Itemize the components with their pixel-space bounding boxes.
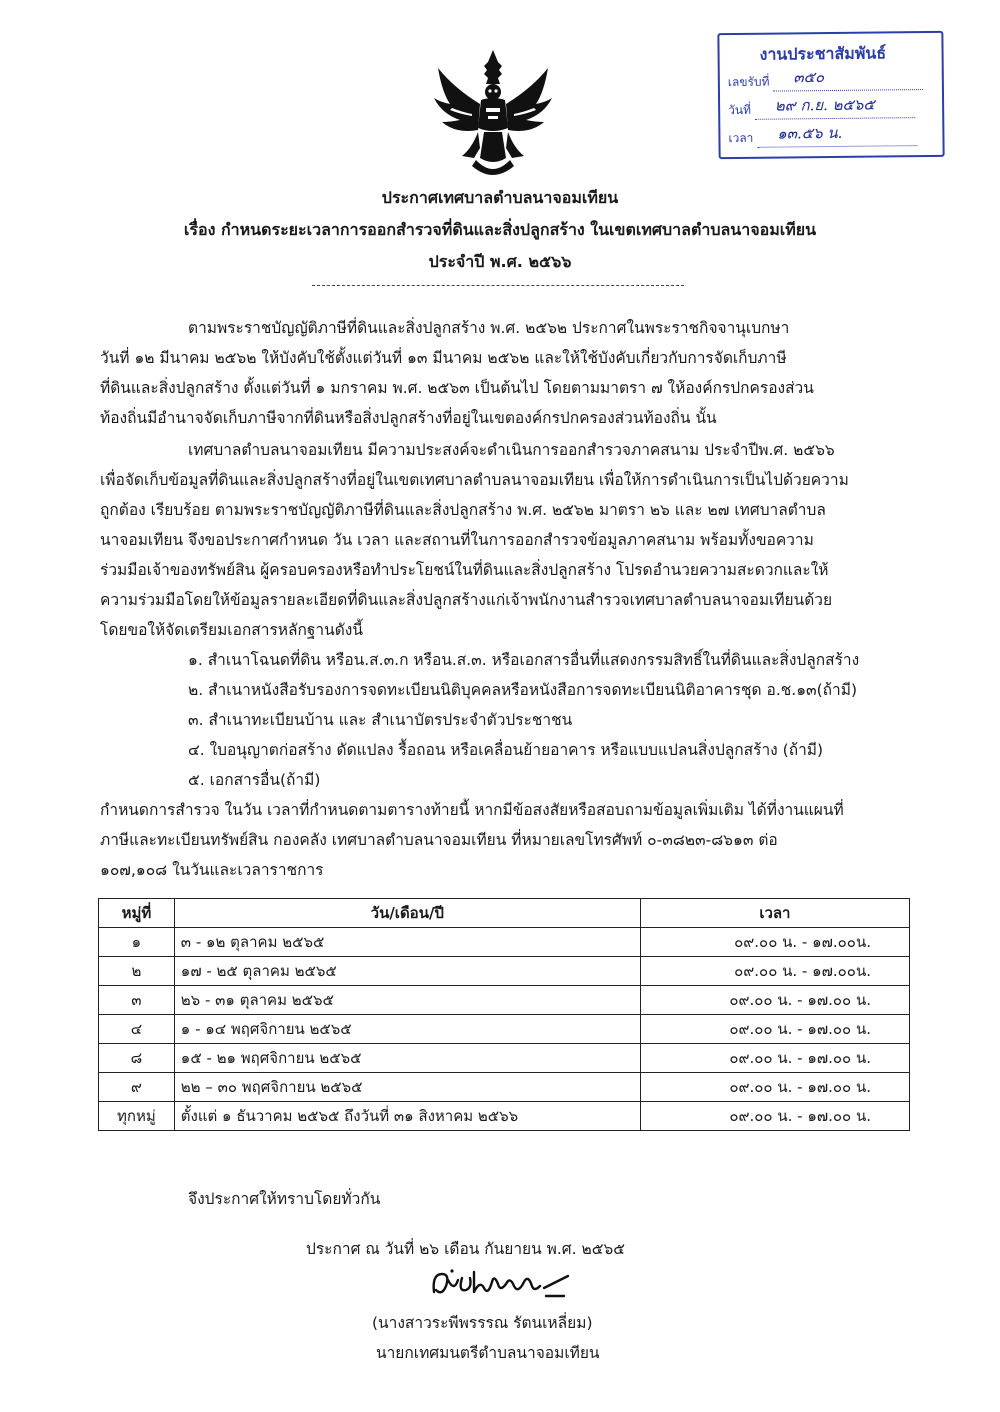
stamp-time-label: เวลา: [728, 130, 754, 146]
stamp-date-value: ๒๙ ก.ย. ๒๕๖๕: [774, 95, 875, 115]
stamp-receipt-value: ๓๕๐: [793, 68, 825, 87]
closing-date-line: ประกาศ ณ วันที่ ๒๖ เดือน กันยายน พ.ศ. ๒๕๖๕: [306, 1240, 625, 1258]
table-header-row: [99, 899, 910, 928]
p1-line: ที่ดินและสิ่งปลูกสร้าง ตั้งแต่วันที่ ๑ มกราคม พ.ศ. ๒๕๖๓ เป็นต้นไป โดยตามมาตรา ๗ ให้องค์กรปกครองส่วน: [100, 379, 814, 397]
handwritten-signature: [428, 1262, 578, 1302]
p2-line: นาจอมเทียน จึงขอประกาศกำหนด วัน เวลา และสถานที่ในการออกสำรวจข้อมูลภาคสนาม พร้อมทั้งขอความ: [100, 531, 814, 549]
cell-village: ๑: [99, 928, 175, 957]
col-header-village: หมู่ที่: [99, 899, 175, 928]
cell-date: ๒๒ – ๓๐ พฤศจิกายน ๒๕๖๕: [174, 1073, 640, 1102]
p2-line: ถูกต้อง เรียบร้อย ตามพระราชบัญญัติภาษีที่ดินและสิ่งปลูกสร้าง พ.ศ. ๒๕๖๒ มาตรา ๒๖ และ ๒๗ เทศบาลตำบล: [100, 501, 826, 519]
cell-village: ๒: [99, 957, 175, 986]
table-row: [99, 928, 910, 957]
p2-line: โดยขอให้จัดเตรียมเอกสารหลักฐานดังนี้: [100, 621, 363, 639]
col-header-time: เวลา: [640, 899, 909, 928]
p2-line: ร่วมมือเจ้าของทรัพย์สิน ผู้ครอบครองหรือทำประโยชน์ในที่ดินและสิ่งปลูกสร้าง โปรดอำนวยความสะดวกและให้: [100, 561, 829, 579]
doc-list-item: ๒. สำเนาหนังสือรับรองการจดทะเบียนนิติบุคคลหรือหนังสือการจดทะเบียนนิติอาคารชุด อ.ช.๑๓(ถ้ามี): [188, 681, 858, 699]
stamp-title: งานประชาสัมพันธ์: [759, 43, 887, 64]
doc-list-item: ๓. สำเนาทะเบียนบ้าน และ สำเนาบัตรประจำตัวประชาชน: [188, 711, 573, 729]
cell-time: ๐๙.๐๐ น. - ๑๗.๐๐ น.: [640, 1044, 909, 1073]
cell-date: ๑๗ - ๒๕ ตุลาคม ๒๕๖๕: [174, 957, 640, 986]
table-row: [99, 986, 910, 1015]
cell-date: ๑๕ - ๒๑ พฤศจิกายน ๒๕๖๕: [174, 1044, 640, 1073]
cell-date: ๑ - ๑๔ พฤศจิกายน ๒๕๖๕: [174, 1015, 640, 1044]
stamp-date-row: [728, 95, 915, 120]
cell-village: ๓: [99, 986, 175, 1015]
p3-line: ภาษีและทะเบียนทรัพย์สิน กองคลัง เทศบาลตำบลนาจอมเทียน ที่หมายเลขโทรศัพท์ ๐-๓๘๒๓-๘๖๑๓ ต่อ: [100, 831, 778, 849]
p3-line: กำหนดการสำรวจ ในวัน เวลาที่กำหนดตามตารางท้ายนี้ หากมีข้อสงสัยหรือสอบถามข้อมูลเพิ่มเติม ได้ที่งานแผนที่: [100, 801, 844, 819]
cell-time: ๐๙.๐๐ น. - ๑๗.๐๐ น.: [640, 1073, 909, 1102]
doc-list-item: ๕. เอกสารอื่น(ถ้ามี): [188, 771, 321, 789]
cell-village: ทุกหมู่: [99, 1102, 175, 1131]
table-row: [99, 957, 910, 986]
header-year: ประจำปี พ.ศ. ๒๕๖๖: [428, 252, 572, 271]
cell-time: ๐๙.๐๐ น. - ๑๗.๐๐น.: [640, 957, 909, 986]
p2-line: เทศบาลตำบลนาจอมเทียน มีความประสงค์จะดำเนินการออกสำรวจภาคสนาม ประจำปีพ.ศ. ๒๕๖๖: [188, 441, 835, 459]
garuda-emblem-icon: [432, 48, 554, 180]
col-header-date: วัน/เดือน/ปี: [174, 899, 640, 928]
table-row: [99, 1044, 910, 1073]
p2-line: เพื่อจัดเก็บข้อมูลที่ดินและสิ่งปลูกสร้างที่อยู่ในเขตเทศบาลตำบลนาจอมเทียน เพื่อให้การดำเนินการเป็นไปด้วยความ: [100, 471, 849, 489]
cell-village: ๔: [99, 1015, 175, 1044]
stamp-receipt-label: เลขรับที่: [727, 74, 770, 90]
p1-line: ตามพระราชบัญญัติภาษีที่ดินและสิ่งปลูกสร้าง พ.ศ. ๒๕๖๒ ประกาศในพระราชกิจจานุเบกษา: [188, 319, 790, 337]
closing-announce: จึงประกาศให้ทราบโดยทั่วกัน: [188, 1190, 381, 1208]
cell-time: ๐๙.๐๐ น. - ๑๗.๐๐น.: [640, 928, 909, 957]
cell-date: ๓ - ๑๒ ตุลาคม ๒๕๖๕: [174, 928, 640, 957]
stamp-receipt-row: [727, 68, 924, 92]
table-row: [99, 1102, 910, 1131]
cell-village: ๘: [99, 1044, 175, 1073]
doc-list-item: ๔. ใบอนุญาตก่อสร้าง ดัดแปลง รื้อถอน หรือเคลื่อนย้ายอาคาร หรือแบบแปลนสิ่งปลูกสร้าง (ถ้ามี): [188, 741, 824, 759]
cell-time: ๐๙.๐๐ น. - ๑๗.๐๐ น.: [640, 1015, 909, 1044]
signer-name: (นางสาวระพีพรรรณ รัตนเหลี่ยม): [372, 1314, 593, 1332]
p1-line: ท้องถิ่นมีอำนาจจัดเก็บภาษีจากที่ดินหรือสิ่งปลูกสร้างที่อยู่ในเขตองค์กรปกครองส่วนท้องถิ่น นั้น: [100, 409, 717, 427]
header-divider: [312, 285, 684, 286]
header-org: ประกาศเทศบาลตำบลนาจอมเทียน: [381, 188, 619, 207]
table-row: [99, 1015, 910, 1044]
receipt-stamp: [717, 31, 944, 159]
doc-list-item: ๑. สำเนาโฉนดที่ดิน หรือน.ส.๓.ก หรือน.ส.๓. หรือเอกสารอื่นที่แสดงกรรมสิทธิ์ในที่ดินและสิ่งปลูกสร้าง: [188, 651, 860, 669]
p3-line: ๑๐๗,๑๐๘ ในวันและเวลาราชการ: [100, 861, 324, 879]
cell-date: ตั้งแต่ ๑ ธันวาคม ๒๕๖๕ ถึงวันที่ ๓๑ สิงหาคม ๒๕๖๖: [174, 1102, 640, 1131]
signer-title: นายกเทศมนตรีตำบลนาจอมเทียน: [376, 1344, 600, 1362]
cell-village: ๙: [99, 1073, 175, 1102]
cell-time: ๐๙.๐๐ น. - ๑๗.๐๐ น.: [640, 1102, 909, 1131]
p1-line: วันที่ ๑๒ มีนาคม ๒๕๖๒ ให้บังคับใช้ตั้งแต่วันที่ ๑๓ มีนาคม ๒๕๖๒ และให้ใช้บังคับเกี่ยวกับการจัดเก็บภาษี: [100, 349, 787, 367]
cell-date: ๒๖ - ๓๑ ตุลาคม ๒๕๖๕: [174, 986, 640, 1015]
survey-schedule-table: [98, 898, 910, 1131]
table-row: [99, 1073, 910, 1102]
cell-time: ๐๙.๐๐ น. - ๑๗.๐๐ น.: [640, 986, 909, 1015]
stamp-date-label: วันที่: [728, 102, 752, 118]
header-subject: เรื่อง กำหนดระยะเวลาการออกสำรวจที่ดินและสิ่งปลูกสร้าง ในเขตเทศบาลตำบลนาจอมเทียน: [183, 220, 817, 239]
stamp-time-row: [728, 123, 917, 148]
stamp-time-value: ๑๓.๕๖ น.: [777, 123, 843, 143]
p2-line: ความร่วมมือโดยให้ข้อมูลรายละเอียดที่ดินและสิ่งปลูกสร้างแก่เจ้าพนักงานสำรวจเทศบาลตำบลนาจอมเทียนด้วย: [100, 591, 833, 609]
